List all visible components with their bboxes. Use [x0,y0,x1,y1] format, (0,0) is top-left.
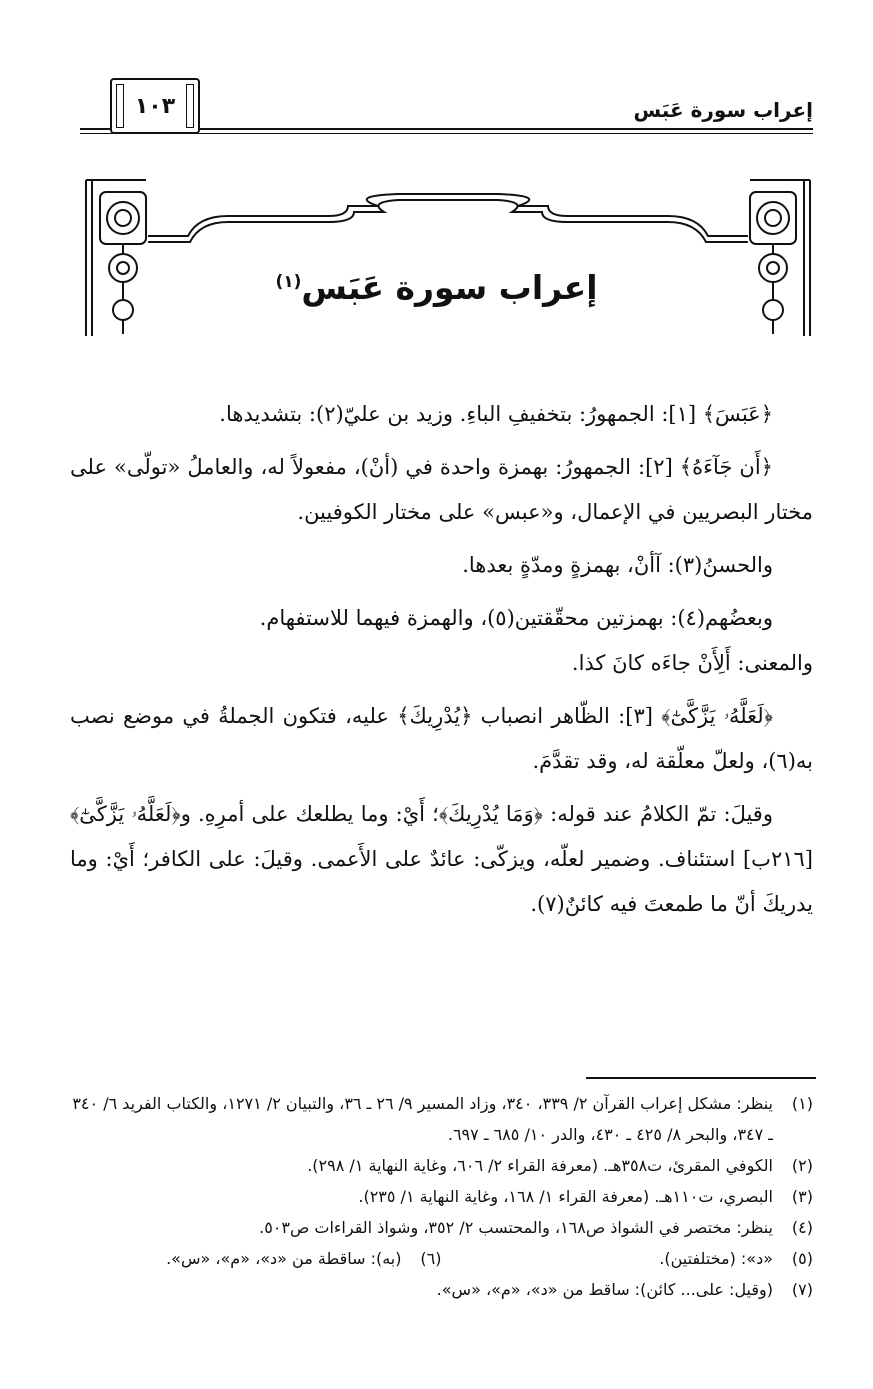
footnote-number: (٦) [420,1249,442,1268]
footnote-number: (٢) [791,1156,813,1175]
footnote [70,1088,813,1150]
footnotes [70,1088,813,1305]
paragraph: وقيلَ: تمّ الكلامُ عند قوله: ﴿وَمَا يُدْرِيكَ﴾؛ أَيْ: وما يطلعك على أمرِهِ. و﴿لَعَلَّهُۥ يَزَّكَّىٰٓ﴾ [٢١٦ب] استئناف. وضمير لعلّه، ويزكّى: عائدٌ على الأَعمى. وقيلَ: على الكافر؛ أَيْ: وما يدريكَ أنّ ما طمعتَ فيه كائنٌ(٧). [70,802,813,916]
running-title: إعراب سورة عَبَس [633,98,813,122]
footnote-number: (١) [791,1094,813,1113]
page-number: ١٠٣ [134,93,176,119]
footnote-rule [586,1077,816,1079]
footnote-text: ينظر: مشكل إعراب القرآن ٢/ ٣٣٩، ٣٤٠، وزاد المسير ٩/ ٢٦ ـ ٣٦، والتبيان ٢/ ١٢٧١، والكتاب الفريد ٦/ ٣٤٠ ـ ٣٤٧، والبحر ٨/ ٤٢٥ ـ ٤٣٠، والدر ١٠/ ٦٨٥ ـ ٦٩٧. [72,1094,773,1144]
footnote [70,1243,442,1274]
footnote-text: ينظر: مختصر في الشواذ ص١٦٨، والمحتسب ٢/ ٣٥٢، وشواذ القراءات ص٥٠٣. [259,1218,773,1237]
footnote-text: الكوفي المقرئ، ت٣٥٨هـ. (معرفة القراء ٢/ ٦٠٦، وغاية النهاية ١/ ٢٩٨). [307,1156,773,1175]
footnote-text: (به): ساقطة من «د»، «م»، «س». [166,1249,402,1268]
footnote [70,1181,813,1212]
footnote-pair [70,1243,813,1274]
body-text [70,392,813,935]
paragraph: ﴿عَبَسَ﴾ [١]: الجمهورُ: بتخفيفِ الباءِ. وزيد بن عليّ(٢): بتشديدها. [219,402,773,426]
footnote-number: (٣) [791,1187,813,1206]
footnote [442,1243,814,1274]
paragraph: وبعضُهم(٤): بهمزتين محقّقتين(٥)، والهمزة فيهما للاستفهام. [259,606,773,630]
footnote-text: البصري، ت١١٠هـ. (معرفة القراء ١/ ١٦٨، وغاية النهاية ١/ ٢٣٥). [358,1187,773,1206]
paragraph: ﴿أَن جَآءَهُ﴾ [٢]: الجمهورُ: بهمزة واحدة في (أنْ)، مفعولاً له، والعاملُ «تولّى» على مختار البصريين في الإعمال، و«عبس» على مختار الكوفيين. [70,455,813,524]
page-number-badge [110,78,200,134]
footnote-number: (٤) [791,1218,813,1237]
footnote [70,1212,813,1243]
paragraph: والحسنُ(٣): آأنْ، بهمزةٍ ومدّةٍ بعدها. [462,553,773,577]
running-header [80,92,813,132]
paragraph: والمعنى: أَلِأَنْ جاءَه كانَ كذا. [571,651,813,675]
chapter-ornament-frame [78,176,818,346]
footnote-number: (٧) [791,1280,813,1299]
footnote [70,1274,813,1305]
footnote-text: «د»: (مختلفتين). [659,1249,773,1268]
chapter-title-text: إعراب سورة عَبَس [301,268,598,307]
chapter-title [0,268,873,307]
footnote-number: (٥) [791,1249,813,1268]
footnote-text: (وقيل: على... كائن): ساقط من «د»، «م»، «س». [436,1280,773,1299]
ornament-frame-icon [78,176,818,346]
chapter-title-note: (١) [275,272,302,292]
paragraph: ﴿لَعَلَّهُۥ يَزَّكَّىٰٓ﴾ [٣]: الظّاهر انصباب ﴿يُدْرِيكَ﴾ عليه، فتكون الجملةُ في موضع نصب به(٦)، ولعلّ معلّقة له، وقد تقدَّمَ. [70,704,813,773]
footnote [70,1150,813,1181]
